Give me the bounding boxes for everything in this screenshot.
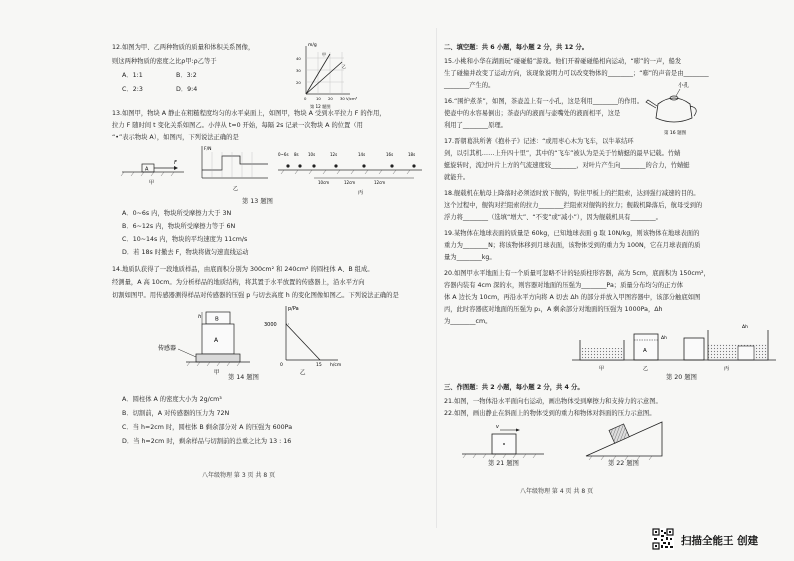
svg-text:v: v <box>496 424 499 430</box>
svg-text:20: 20 <box>328 96 333 101</box>
q16-teapot-figure <box>644 78 724 140</box>
svg-text:12cm: 12cm <box>344 180 356 185</box>
svg-text:B: B <box>215 316 219 323</box>
svg-text:10: 10 <box>316 96 321 101</box>
q19-line3: 量为________kg。 <box>444 254 496 261</box>
q21-text: 21.如图，一物体沿水平面向右运动，画出物体受到摩擦力和支持力的示意图。 <box>444 398 662 405</box>
q16-line1: 16.“围炉煮茶”，如图，茶壶盖上有一小孔，这是利用________的作用。 <box>444 98 644 105</box>
q14-line3: 切割如图甲。用传感器测得样品对传感器的压强 p 与切去高度 h 的变化图像如图乙。下列说法正确的是 <box>112 292 399 299</box>
q17-line2: 剑，以引其机……上升四十里”，其中的“飞车”被认为是关于竹蜻蜓的最早记载。竹蜻 <box>444 150 681 157</box>
q21-figure <box>458 420 548 462</box>
svg-text:乙: 乙 <box>300 370 306 376</box>
svg-text:F/N: F/N <box>204 147 212 152</box>
q14-fig-label: 第 14 题图 <box>228 374 259 381</box>
q18-line2: 这个过程中，舰钩对拦阻索的拉力________拦阻索对舰钩的拉力；舰载机降落后，航母受到的 <box>444 202 703 209</box>
q12-figure <box>294 38 364 110</box>
q18-line3: 浮力将________（选填“增大”、“不变”或“减小”），因为舰载机具有________。 <box>444 214 662 221</box>
q12-stem: 12.如图为甲、乙两种物质的质量和体积关系图像， <box>112 44 255 51</box>
svg-text:8s: 8s <box>294 152 299 157</box>
q20-line4: 丙，此时容器底对地面的压强为 p₁，A 剩余部分对地面的压强为 1000Pa，Δh <box>444 306 663 313</box>
q22-text: 22.如图，画出静止在斜面上的物体受到的重力和物体对斜面的压力示意图。 <box>444 410 656 417</box>
q22-fig-label: 第 22 题图 <box>608 460 639 467</box>
svg-text:30: 30 <box>296 68 301 73</box>
svg-text:h/cm: h/cm <box>330 363 342 368</box>
q13-line2: 拉力 F 随时间 t 变化关系如图乙。小萍从 t=0 开始，每隔 2s 记录一次物块 A 的位置（用 <box>112 122 363 129</box>
scanner-brand-text: 扫描全能王 创建 <box>681 535 759 547</box>
right-page <box>444 0 780 561</box>
q13-option-d: D．若 18s 时撤去 F，物块将做匀速直线运动 <box>122 249 249 256</box>
q13-option-a: A．0~6s 内，物块所受摩擦力大于 3N <box>122 210 232 217</box>
svg-text:3000: 3000 <box>264 322 277 328</box>
svg-text:18s: 18s <box>408 152 416 157</box>
svg-text:10cm: 10cm <box>318 180 330 185</box>
q13-fig-label: 第 13 题图 <box>242 198 273 205</box>
q12-ylabel: m/g <box>308 43 317 48</box>
q20-line1: 20.如图甲水平地面上有一个质量可忽略不计的轻质柱形容器，高为 5cm，底面积为 150cm²， <box>444 270 710 277</box>
q19-line1: 19.某物体在地球表面的质量是 60kg，已知地球表面 g 取 10N/kg，则该物体在地球表面的 <box>444 230 700 237</box>
qr-code-icon <box>652 528 674 550</box>
q13-line3: “•”表示物块 A），如图丙，下列说法正确的是 <box>112 134 239 141</box>
q17-line1: 17.晋朝葛洪所著《抱朴子》记述：“或用枣心木为飞车，以牛革结环 <box>444 138 634 145</box>
svg-text:p/Pa: p/Pa <box>288 306 299 312</box>
svg-text:12cm: 12cm <box>374 180 386 185</box>
svg-text:乙: 乙 <box>342 64 346 69</box>
svg-text:15: 15 <box>316 363 322 368</box>
q20-figure <box>572 320 778 378</box>
q14-option-b: B．切割前，A 对传感器的压力为 72N <box>122 410 230 417</box>
section3-title: 三、作图题：共 2 小题，每小题 2 分，共 4 分。 <box>444 384 584 391</box>
q15-line3: ________产生的。 <box>444 82 495 89</box>
q20-fig-label: 第 20 题图 <box>666 374 697 381</box>
q17-line3: 蜓旋转时，流过叶片上方的气流速度较________，对叶片产生向________的合力，竹蜻蜓 <box>444 162 690 169</box>
svg-text:0~6s: 0~6s <box>278 152 289 157</box>
q20-line2: 容器内装有 4cm 深的水，则容器对地面的压强为________Pa；质量分布均匀的正方体 <box>444 282 684 289</box>
svg-text:甲: 甲 <box>599 366 605 372</box>
q14-option-d: D．当 h=2cm 时，剩余样品与切割前的总重之比为 13 : 16 <box>122 438 292 445</box>
svg-text:乙: 乙 <box>643 366 649 372</box>
svg-text:A: A <box>145 166 149 173</box>
q14-option-a: A．圆柱体 A 的密度大小为 2g/cm³ <box>122 396 222 403</box>
q17-line4: 就能升。 <box>444 174 470 181</box>
q19-line2: 重力为________N；将该物体移到月球表面，该物体受到的重力为 100N，它在月球表面的质 <box>444 242 701 249</box>
q18-line1: 18.舰载机在航母上降落时必须适时放下舰钩，钩住甲板上的拦阻索，达到强行减速的目的。 <box>444 190 700 197</box>
q22-figure <box>582 416 666 460</box>
svg-text:10s: 10s <box>308 152 316 157</box>
q12-fig-label: 第 12 题图 <box>310 104 331 109</box>
section2-title: 二、填空题：共 6 小题，每小题 2 分，共 12 分。 <box>444 44 589 51</box>
q15-line2: 生了碰撞并改变了运动方向，该现象说明力可以改变物体的________；“嘭”的声音是由________ <box>444 70 709 77</box>
q12-option-c: C．2:3 <box>122 86 143 93</box>
q14-option-c: C．当 h=2cm 时，圆柱体 B 剩余部分对 A 的压强为 600Pa <box>122 424 293 431</box>
svg-text:A: A <box>214 337 219 344</box>
svg-text:0: 0 <box>280 363 283 368</box>
q16-line3: 利用了________原理。 <box>444 122 507 129</box>
q13-line1: 13.如图甲，物块 A 静止在粗糙程度均匀的水平桌面上，如图甲，物块 A 受到水平拉力 F 的作用， <box>112 110 386 117</box>
q12-option-d: D．9:4 <box>176 86 198 93</box>
q16-line2: 使壶中的水容易倒出；茶壶内的液面与壶嘴处的液面相平，这是 <box>444 110 621 117</box>
q13-option-b: B．6~12s 内，物块所受摩擦力等于 6N <box>122 223 236 230</box>
q13-fig-b: 乙 <box>233 186 239 192</box>
svg-text:V/cm³: V/cm³ <box>346 96 358 101</box>
svg-text:12s: 12s <box>330 152 338 157</box>
svg-text:40: 40 <box>296 56 301 61</box>
q13-figure <box>118 144 424 200</box>
footer-left: 八年级物理 第 3 页 共 8 页 <box>202 472 276 479</box>
svg-text:第 16 题图: 第 16 题图 <box>664 131 687 136</box>
left-page <box>112 0 434 561</box>
svg-text:16s: 16s <box>386 152 394 157</box>
q13-fig-c: 丙 <box>358 190 364 196</box>
q13-fig-a: 甲 <box>149 180 155 186</box>
q14-line1: 14.地质队获得了一段地质样品，由底面积分别为 300cm² 和 240cm² 的圆柱体 A、B 组成。 <box>112 266 374 273</box>
svg-text:F: F <box>174 160 177 166</box>
q12-option-a: A．1:1 <box>122 72 143 79</box>
q15-line1: 15.小桃和小华在湖面玩“碰碰船”游戏。他们开着碰碰船相向运动，“嘭”的一声，船发 <box>444 58 682 65</box>
svg-text:A: A <box>643 348 647 354</box>
q14-line2: 经测量，A 高 10cm。为分析样品的地质结构，将其置于水平放置的传感器上，沿水平方向 <box>112 279 365 286</box>
page-divider <box>436 28 437 528</box>
svg-text:Δh: Δh <box>661 336 667 341</box>
svg-text:传感器: 传感器 <box>158 345 177 352</box>
svg-text:30: 30 <box>340 96 345 101</box>
svg-text:小孔: 小孔 <box>678 83 690 89</box>
footer-right: 八年级物理 第 4 页 共 8 页 <box>520 488 594 495</box>
svg-text:h: h <box>198 314 202 320</box>
svg-text:丙: 丙 <box>724 366 730 372</box>
q12-option-b: B．3:2 <box>176 72 197 79</box>
q12-stem2: 则这两种物质的密度之比ρ甲:ρ乙等于 <box>112 58 217 65</box>
svg-text:14s: 14s <box>358 152 366 157</box>
svg-text:Δh: Δh <box>742 325 748 330</box>
q13-option-c: C．10~14s 内，物块的平均速度为 11cm/s <box>122 236 248 243</box>
svg-text:甲: 甲 <box>322 52 326 57</box>
q21-fig-label: 第 21 题图 <box>488 460 519 467</box>
svg-text:0: 0 <box>304 96 307 101</box>
q20-line5: 为________cm。 <box>444 318 492 325</box>
q20-line3: 体 A 边长为 10cm，再沿水平方向将 A 切去 Δh 的部分并放入甲图容器中，该部分触底如图 <box>444 294 701 301</box>
svg-text:甲: 甲 <box>214 370 220 376</box>
svg-text:20: 20 <box>296 80 301 85</box>
